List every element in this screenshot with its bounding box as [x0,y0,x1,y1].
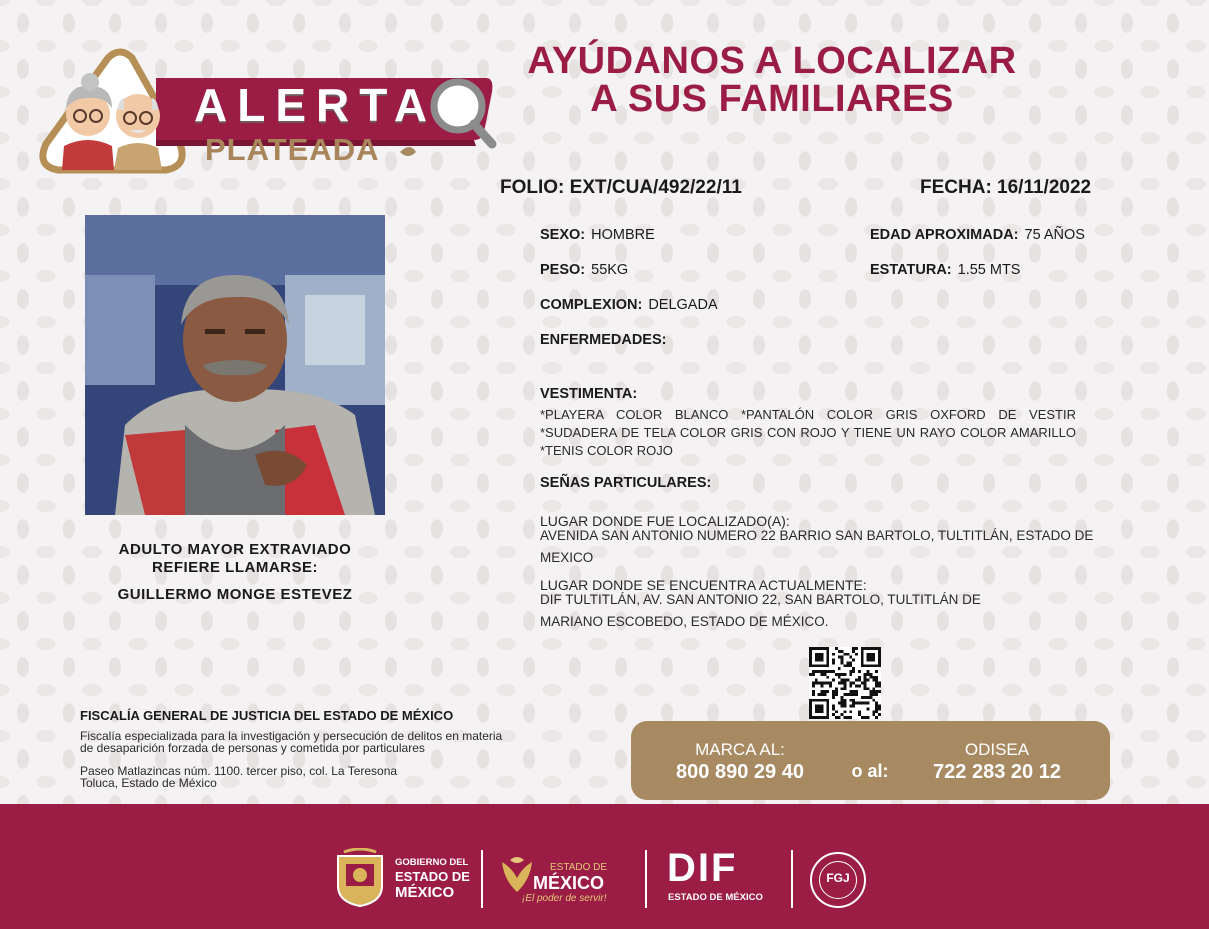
lugar-localizado-line-2: MEXICO [540,550,594,565]
field-complexion-label: COMPLEXION: [540,297,643,313]
field-edad-value: 75 AÑOS [1024,227,1085,243]
dif-subtitle: ESTADO DE MÉXICO [668,892,763,903]
fiscalia-address [80,765,610,789]
vestimenta-value: *PLAYERA COLOR BLANCO *PANTALÓN COLOR GRIS OXFORD DE VESTIR *SUDADERA DE TELA COLOR GRIS CON ROJO Y TIENE UN RAYO COLOR AMARILLO *TENIS COLOR ROJO [540,407,1076,458]
vestimenta-label: VESTIMENTA: [540,386,638,402]
alerta-wordmark: ALERTA [194,79,438,131]
contact-phones-box [631,721,1110,800]
gob-line-1: GOBIERNO DEL [395,857,469,868]
lugar-localizado-line-1: AVENIDA SAN ANTONIO NUMERO 22 BARRIO SAN BARTOLO, TULTITLÁN, ESTADO DE [540,528,1094,543]
fiscalia-title: FISCALÍA GENERAL DE JUSTICIA DEL ESTADO DE MÉXICO [80,708,454,723]
headline [500,42,1044,118]
footer-divider-2 [645,850,647,908]
qr-code[interactable] [809,647,881,719]
senas-label: SEÑAS PARTICULARES: [540,475,712,491]
odisea-label: ODISEA [964,740,1030,759]
caption-line-2: REFIERE LLAMARSE: [152,559,318,576]
missing-person-photo [85,215,385,515]
gob-line-2: ESTADO DE [395,869,470,884]
edomex-flower-icon [498,854,536,894]
field-peso [540,261,628,279]
edomex-big-text: MÉXICO [533,873,605,893]
gob-edomex-text [395,856,470,901]
field-peso-value: 55KG [591,262,629,278]
field-estatura-value: 1.55 MTS [957,262,1021,278]
person-photo-illustration [85,215,385,515]
field-edad-label: EDAD APROXIMADA: [870,227,1019,243]
report-date: FECHA: 16/11/2022 [920,177,1092,198]
lugar-actual-label: LUGAR DONDE SE ENCUENTRA ACTUALMENTE: [540,577,867,593]
footer-bar [0,804,1209,929]
marca-label: MARCA AL: [695,740,785,759]
footer-divider-1 [481,850,483,908]
fiscalia-description [80,730,610,754]
field-peso-label: PESO: [540,262,586,278]
lugar-actual-line-1: DIF TULTITLÁN, AV. SAN ANTONIO 22, SAN BARTOLO, TULTITLÁN DE [540,592,981,607]
odisea-phone-number[interactable]: 722 283 20 12 [933,761,1061,783]
field-sexo-label: SEXO: [540,227,586,243]
person-caption [85,541,385,577]
field-complexion [540,296,718,314]
footer-divider-3 [791,850,793,908]
fgj-seal-text: FGJ [826,871,850,885]
field-sexo-value: HOMBRE [591,227,655,243]
field-enfermedades-label: ENFERMEDADES: [540,332,667,348]
person-name: GUILLERMO MONGE ESTEVEZ [117,586,353,603]
field-enfermedades [540,331,672,349]
edomex-small-text: ESTADO DE [550,862,608,873]
field-estatura [870,261,1020,279]
or-label: o al: [851,761,889,781]
folio-number: FOLIO: EXT/CUA/492/22/11 [500,177,742,198]
lugar-actual-line-2: MARIANO ESCOBEDO, ESTADO DE MÉXICO. [540,614,829,629]
fiscalia-addr-line-2: Toluca, Estado de México [80,776,217,790]
plateada-wordmark: PLATEADA [205,132,380,167]
caption-line-1: ADULTO MAYOR EXTRAVIADO [118,541,352,558]
fiscalia-desc-line-2: de desaparición forzada de personas y cometida por particulares [80,741,425,755]
field-sexo [540,226,655,244]
headline-line-1: AYÚDANOS A LOCALIZAR [527,40,1017,82]
headline-line-2: A SUS FAMILIARES [590,78,954,120]
lugar-localizado-label: LUGAR DONDE FUE LOCALIZADO(A): [540,513,790,529]
fgj-seal-icon [810,852,866,908]
field-edad [870,226,1085,244]
state-coat-of-arms-icon [334,848,386,908]
qr-code-icon [809,647,881,719]
edomex-slogan: ¡El poder de servir! [522,893,607,904]
fiscalia-desc-line-1: Fiscalía especializada para la investigación y persecución de delitos en materia [80,729,503,743]
field-complexion-value: DELGADA [648,297,718,313]
fiscalia-addr-line-1: Paseo Matlazincas núm. 1100. tercer piso, col. La Teresona [80,764,398,778]
gob-line-3: MÉXICO [395,884,455,901]
dif-logo-text: DIF [667,846,738,890]
field-estatura-label: ESTATURA: [870,262,952,278]
marca-phone-number[interactable]: 800 890 29 40 [676,761,804,783]
